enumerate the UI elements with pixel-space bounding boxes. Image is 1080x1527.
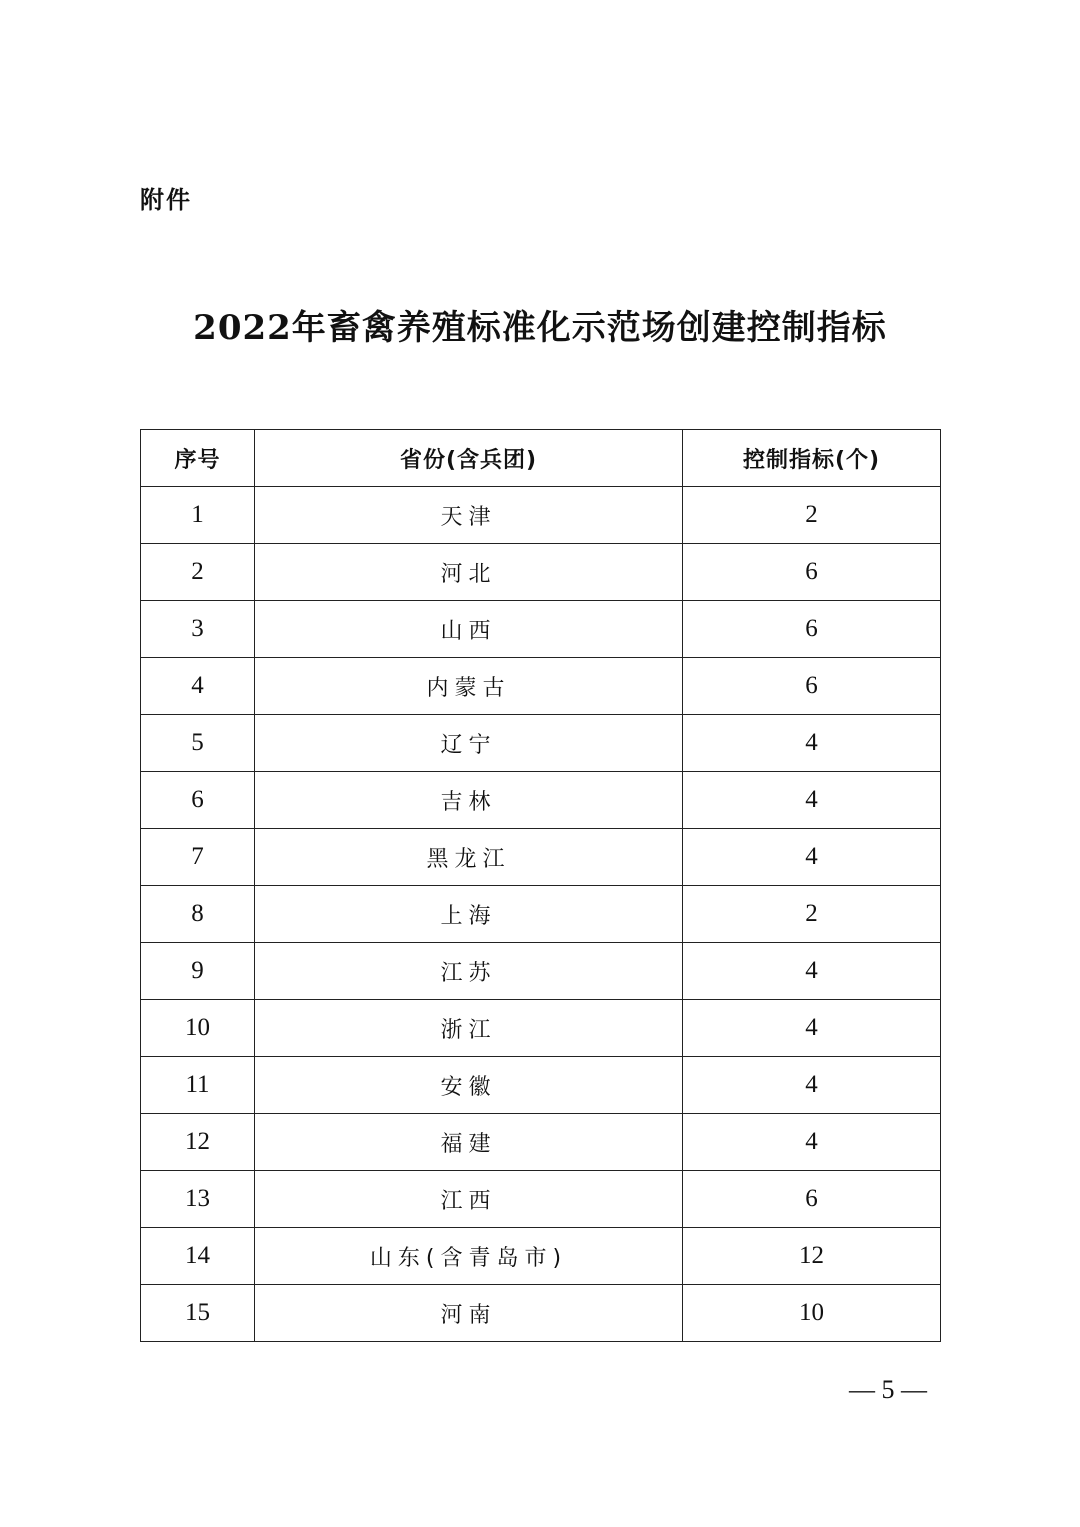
table-row xyxy=(141,943,941,1000)
quota-cell: 12 xyxy=(683,1228,941,1285)
province-cell: 福建 xyxy=(255,1114,683,1171)
quota-cell: 6 xyxy=(683,544,941,601)
serial-number-cell: 14 xyxy=(141,1228,255,1285)
quota-cell: 6 xyxy=(683,1171,941,1228)
province-cell: 山东(含青岛市) xyxy=(255,1228,683,1285)
table-row xyxy=(141,1114,941,1171)
quota-cell: 6 xyxy=(683,601,941,658)
table-row xyxy=(141,1057,941,1114)
serial-number-cell: 6 xyxy=(141,772,255,829)
province-cell: 黑龙江 xyxy=(255,829,683,886)
table-row xyxy=(141,487,941,544)
province-cell: 天津 xyxy=(255,487,683,544)
quota-cell: 6 xyxy=(683,658,941,715)
page-number: — 5 — xyxy=(849,1375,927,1404)
quota-cell: 4 xyxy=(683,715,941,772)
quota-cell: 2 xyxy=(683,886,941,943)
table-row xyxy=(141,1171,941,1228)
serial-number-cell: 8 xyxy=(141,886,255,943)
province-cell: 上海 xyxy=(255,886,683,943)
attachment-label: 附件 xyxy=(140,186,192,214)
quota-cell: 10 xyxy=(683,1285,941,1342)
serial-number-cell: 12 xyxy=(141,1114,255,1171)
table-header-row xyxy=(141,430,941,487)
quota-cell: 4 xyxy=(683,943,941,1000)
table-row xyxy=(141,886,941,943)
serial-number-cell: 2 xyxy=(141,544,255,601)
quota-cell: 4 xyxy=(683,1057,941,1114)
quota-cell: 4 xyxy=(683,829,941,886)
quota-cell: 2 xyxy=(683,487,941,544)
serial-number-cell: 10 xyxy=(141,1000,255,1057)
serial-number-cell: 9 xyxy=(141,943,255,1000)
document-title: 2022年畜禽养殖标准化示范场创建控制指标 xyxy=(193,308,887,348)
serial-number-cell: 15 xyxy=(141,1285,255,1342)
table-row xyxy=(141,601,941,658)
province-cell: 内蒙古 xyxy=(255,658,683,715)
header-serial-number: 序号 xyxy=(141,430,255,487)
province-cell: 河北 xyxy=(255,544,683,601)
serial-number-cell: 13 xyxy=(141,1171,255,1228)
table-row xyxy=(141,1285,941,1342)
serial-number-cell: 3 xyxy=(141,601,255,658)
serial-number-cell: 7 xyxy=(141,829,255,886)
province-cell: 河南 xyxy=(255,1285,683,1342)
province-cell: 辽宁 xyxy=(255,715,683,772)
serial-number-cell: 4 xyxy=(141,658,255,715)
quota-cell: 4 xyxy=(683,1114,941,1171)
table-row xyxy=(141,544,941,601)
header-quota: 控制指标(个) xyxy=(683,430,941,487)
province-cell: 浙江 xyxy=(255,1000,683,1057)
table-row xyxy=(141,829,941,886)
province-cell: 江苏 xyxy=(255,943,683,1000)
province-cell: 吉林 xyxy=(255,772,683,829)
province-cell: 山西 xyxy=(255,601,683,658)
serial-number-cell: 11 xyxy=(141,1057,255,1114)
serial-number-cell: 1 xyxy=(141,487,255,544)
table-row xyxy=(141,1000,941,1057)
quota-cell: 4 xyxy=(683,1000,941,1057)
header-province: 省份(含兵团) xyxy=(255,430,683,487)
table-row xyxy=(141,1228,941,1285)
province-cell: 江西 xyxy=(255,1171,683,1228)
quota-table xyxy=(140,429,941,1342)
table-row xyxy=(141,715,941,772)
serial-number-cell: 5 xyxy=(141,715,255,772)
table-row xyxy=(141,772,941,829)
quota-cell: 4 xyxy=(683,772,941,829)
table-row xyxy=(141,658,941,715)
province-cell: 安徽 xyxy=(255,1057,683,1114)
